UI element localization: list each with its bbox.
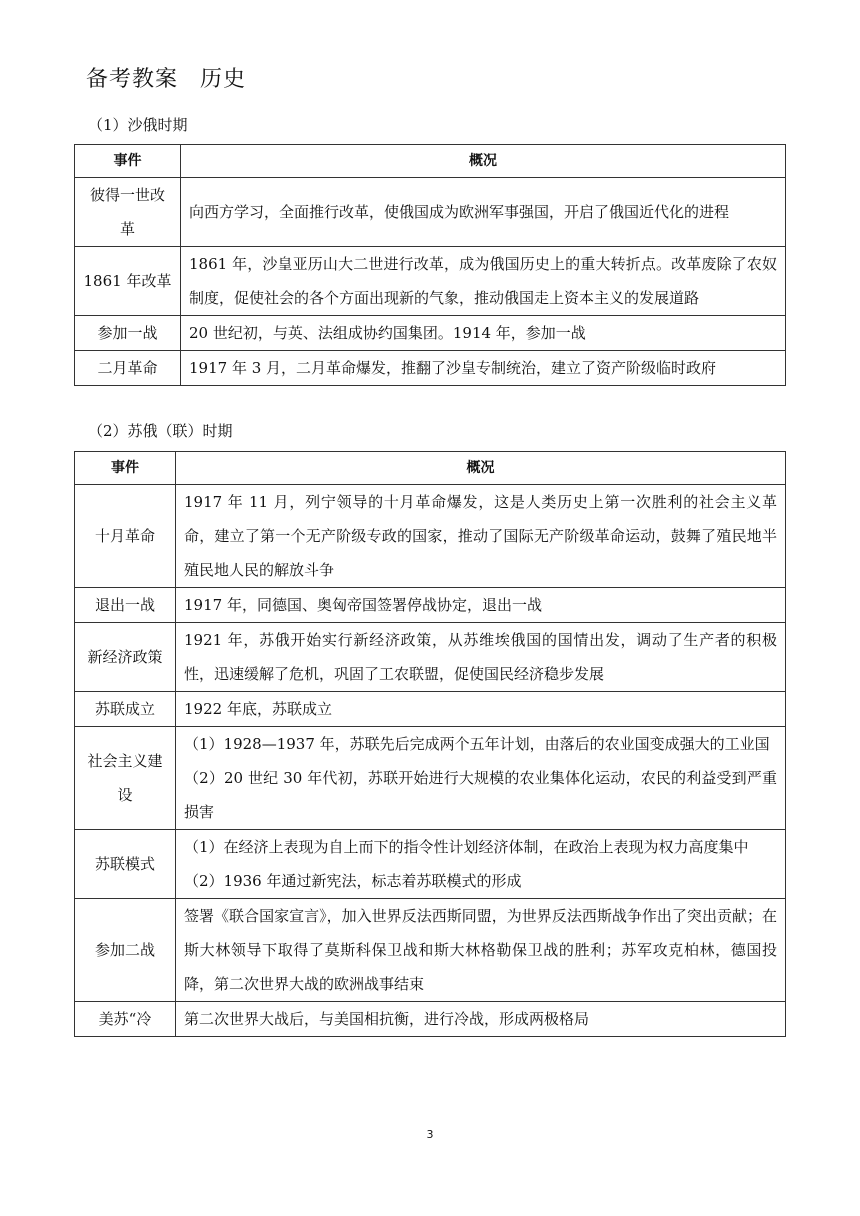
overview-cell <box>181 316 786 351</box>
table-row <box>75 588 786 623</box>
table-row <box>75 692 786 727</box>
overview-paragraph: 20 世纪初，与英、法组成协约国集团。1914 年，参加一战 <box>189 324 586 342</box>
overview-paragraph: （2）20 世纪 30 年代初，苏联开始进行大规模的农业集体化运动，农民的利益受到严重损害 <box>184 769 777 821</box>
overview-paragraph: 签署《联合国家宣言》，加入世界反法西斯同盟，为世界反法西斯战争作出了突出贡献；在斯大林领导下取得了莫斯科保卫战和斯大林格勒保卫战的胜利；苏军攻克柏林，德国投降，第二次世界大战的欧洲战事结束 <box>184 907 777 993</box>
overview-cell <box>181 247 786 316</box>
column-header-event: 事件 <box>75 145 181 178</box>
event-cell: 美苏“冷 <box>75 1002 176 1037</box>
event-cell: 十月革命 <box>75 485 176 588</box>
overview-cell <box>176 830 786 899</box>
table-row <box>75 247 786 316</box>
column-header-overview: 概况 <box>181 145 786 178</box>
overview-paragraph: （1）在经济上表现为自上而下的指令性计划经济体制，在政治上表现为权力高度集中 <box>184 838 749 856</box>
overview-paragraph: 1917 年，同德国、奥匈帝国签署停战协定，退出一战 <box>184 596 542 614</box>
event-cell: 彼得一世改革 <box>75 178 181 247</box>
table-soviet-period <box>74 451 786 1037</box>
header-title: 备考教案 <box>86 67 179 92</box>
event-cell: 参加二战 <box>75 899 176 1002</box>
event-cell: 苏联模式 <box>75 830 176 899</box>
overview-paragraph: 1921 年，苏俄开始实行新经济政策，从苏维埃俄国的国情出发，调动了生产者的积极性，迅速缓解了危机，巩固了工农联盟，促使国民经济稳步发展 <box>184 631 777 683</box>
event-cell: 参加一战 <box>75 316 181 351</box>
overview-cell <box>176 485 786 588</box>
table-body <box>75 178 786 386</box>
section-2-title: （2）苏俄（联）时期 <box>88 422 233 440</box>
event-cell: 退出一战 <box>75 588 176 623</box>
column-header-overview: 概况 <box>176 452 786 485</box>
event-cell: 社会主义建设 <box>75 727 176 830</box>
table-body <box>75 485 786 1037</box>
table-row <box>75 1002 786 1037</box>
event-cell: 苏联成立 <box>75 692 176 727</box>
overview-cell <box>176 1002 786 1037</box>
overview-paragraph: 1922 年底，苏联成立 <box>184 700 332 718</box>
header-subject: 历史 <box>200 67 247 92</box>
table-row <box>75 727 786 830</box>
overview-cell <box>176 623 786 692</box>
table-row <box>75 623 786 692</box>
overview-paragraph: （1）1928—1937 年，苏联先后完成两个五年计划，由落后的农业国变成强大的工业国 <box>184 735 770 753</box>
column-header-event: 事件 <box>75 452 176 485</box>
table-row <box>75 485 786 588</box>
table-tsarist-period <box>74 144 786 386</box>
event-cell: 1861 年改革 <box>75 247 181 316</box>
event-cell: 二月革命 <box>75 351 181 386</box>
page-header <box>86 62 246 93</box>
overview-paragraph: （2）1936 年通过新宪法，标志着苏联模式的形成 <box>184 872 522 890</box>
overview-cell <box>176 899 786 1002</box>
overview-cell <box>181 178 786 247</box>
overview-paragraph: 第二次世界大战后，与美国相抗衡，进行冷战，形成两极格局 <box>184 1010 590 1028</box>
table-row <box>75 178 786 247</box>
table-row <box>75 316 786 351</box>
page-number: 3 <box>426 1128 434 1141</box>
section-1-title: （1）沙俄时期 <box>88 116 188 134</box>
overview-cell <box>176 588 786 623</box>
overview-cell <box>181 351 786 386</box>
overview-paragraph: 1917 年 11 月，列宁领导的十月革命爆发，这是人类历史上第一次胜利的社会主义革命，建立了第一个无产阶级专政的国家，推动了国际无产阶级革命运动，鼓舞了殖民地半殖民地人民的解放斗争 <box>184 493 777 579</box>
overview-paragraph: 向西方学习，全面推行改革，使俄国成为欧洲军事强国，开启了俄国近代化的进程 <box>189 203 730 221</box>
table-row <box>75 830 786 899</box>
table-row <box>75 351 786 386</box>
overview-paragraph: 1917 年 3 月，二月革命爆发，推翻了沙皇专制统治，建立了资产阶级临时政府 <box>189 359 717 377</box>
overview-cell <box>176 692 786 727</box>
overview-cell <box>176 727 786 830</box>
event-cell: 新经济政策 <box>75 623 176 692</box>
table-row <box>75 899 786 1002</box>
overview-paragraph: 1861 年，沙皇亚历山大二世进行改革，成为俄国历史上的重大转折点。改革废除了农奴制度，促使社会的各个方面出现新的气象，推动俄国走上资本主义的发展道路 <box>189 255 777 307</box>
